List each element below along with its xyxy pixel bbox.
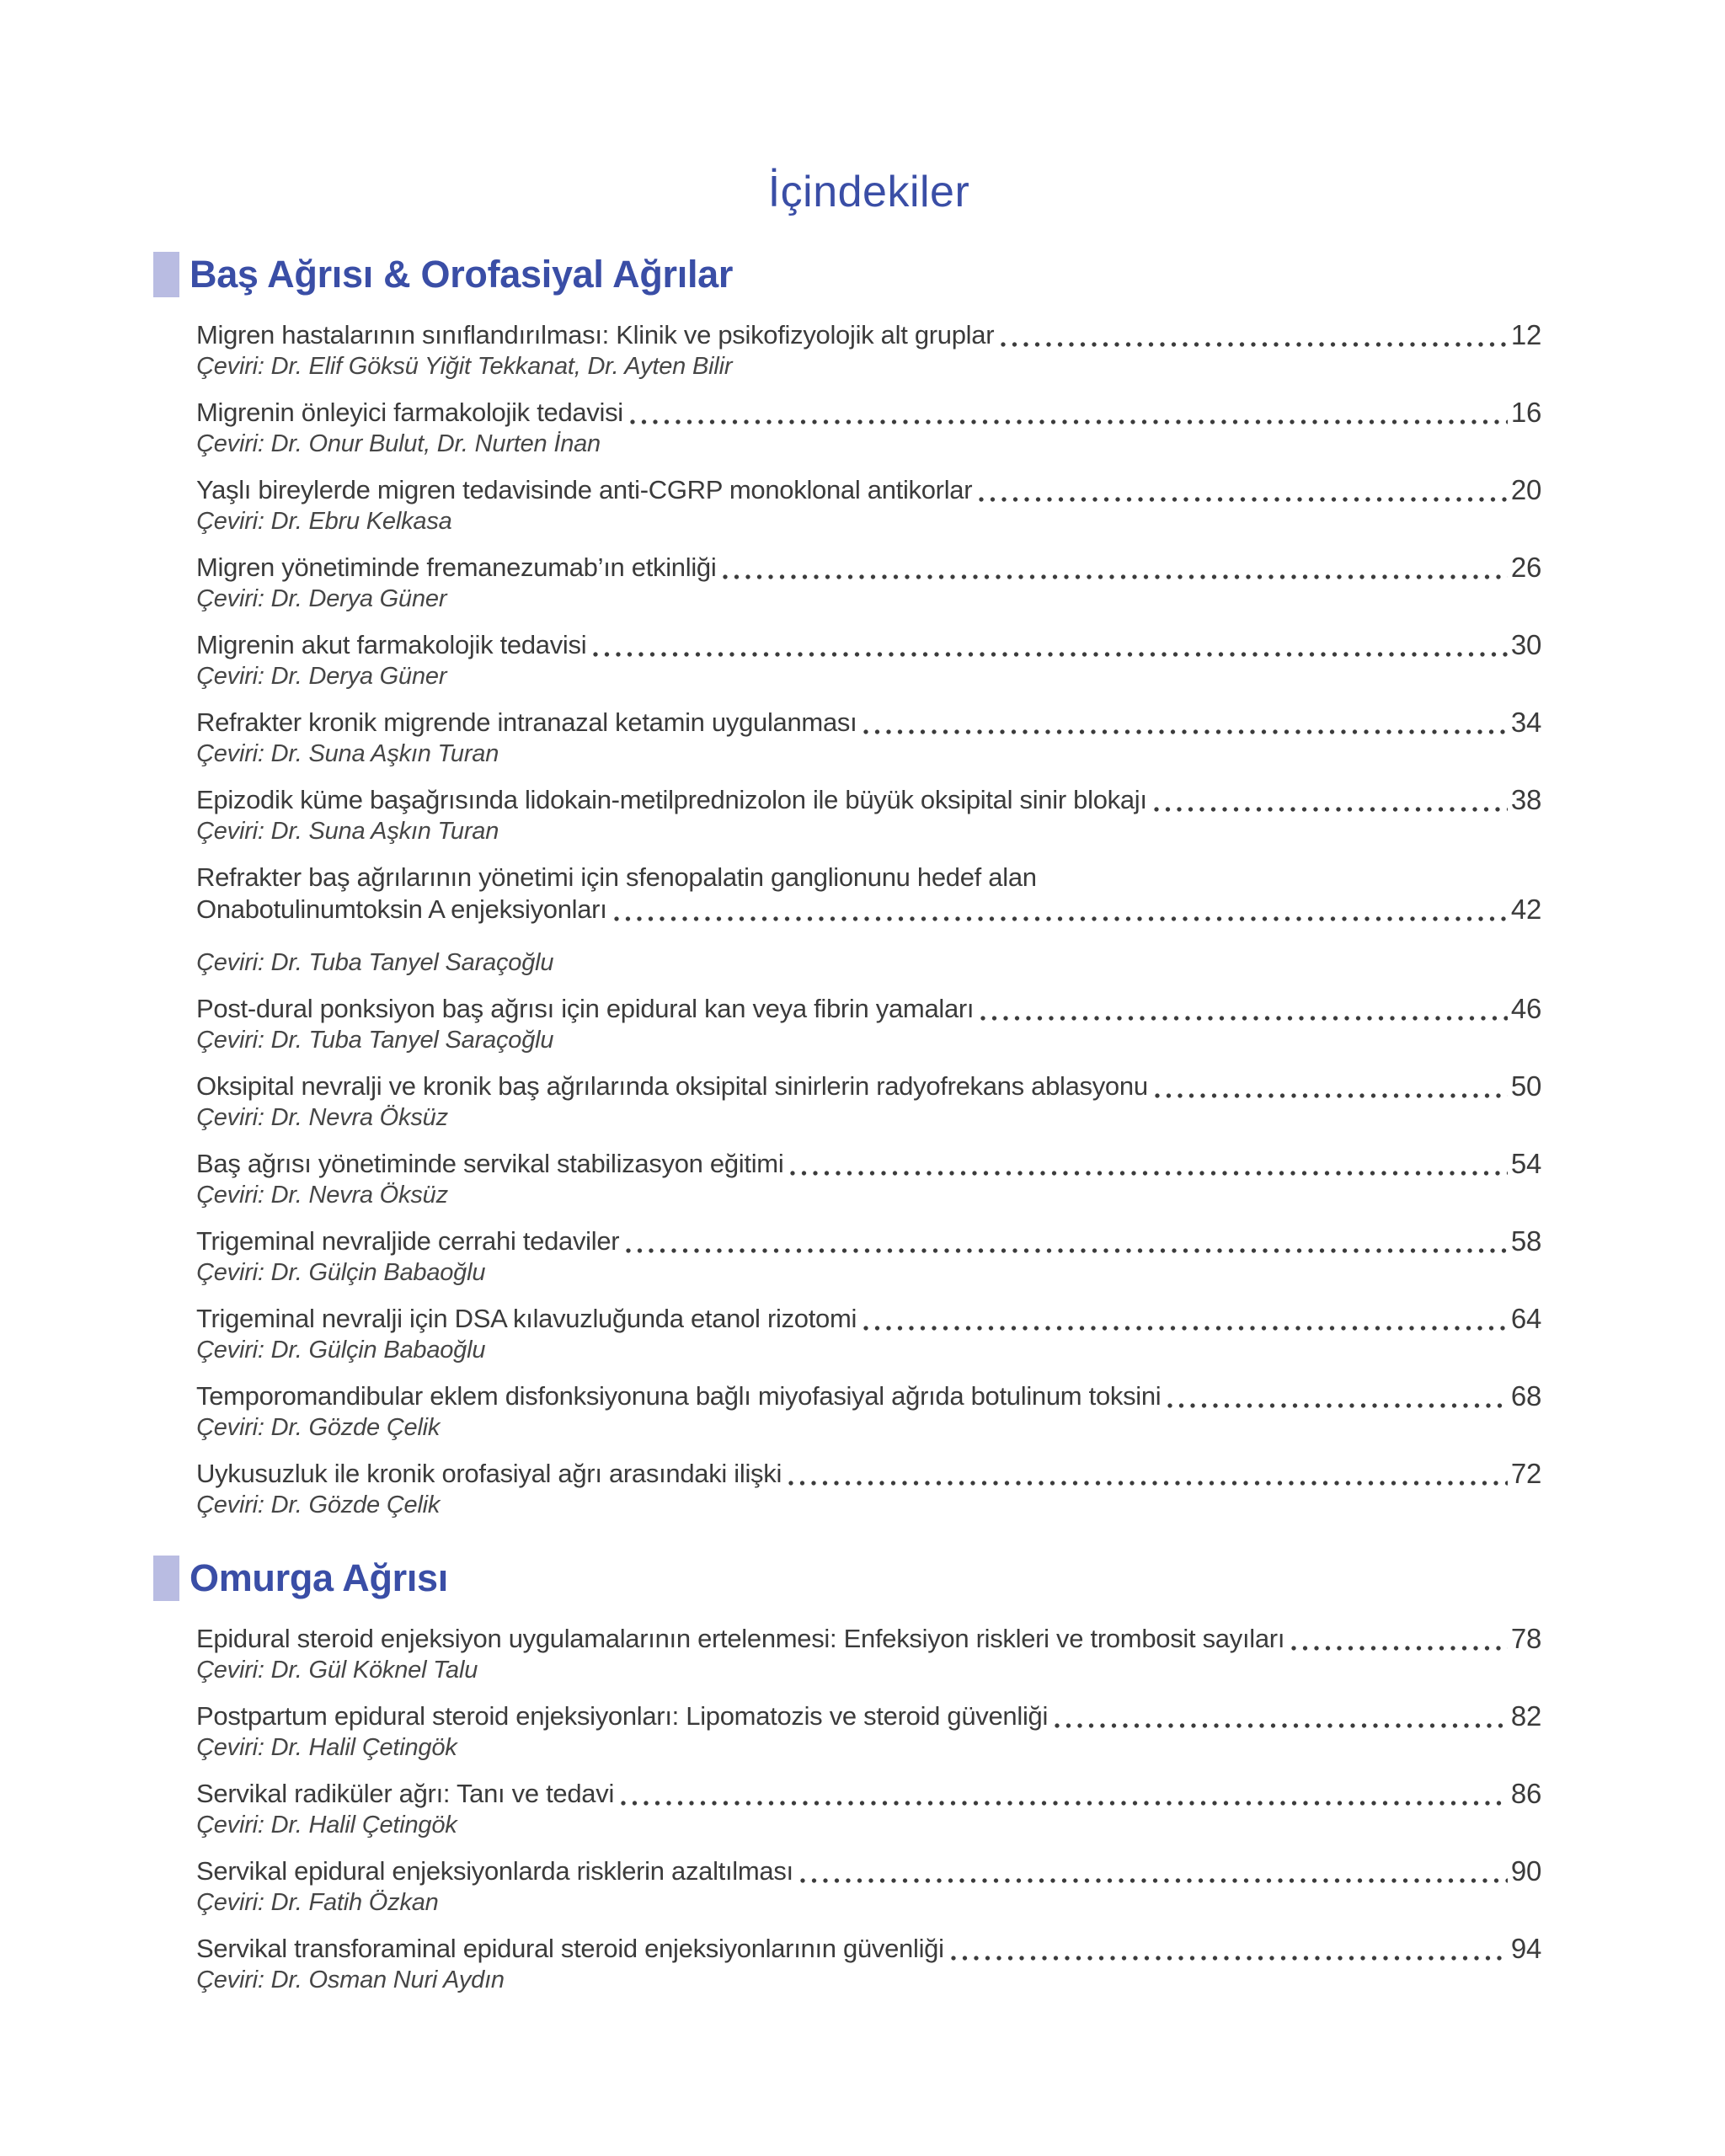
entry-title-line [196,1623,1541,1655]
entry-title-line [196,707,1541,739]
toc-entry [196,474,1541,536]
page-number: 78 [1510,1623,1541,1655]
entry-title: Oksipital nevralji ve kronik baş ağrılarında oksipital sinirlerin radyofrekans ablasyonu [196,1071,1148,1102]
dotted-leader [951,1956,1508,1961]
section-marker-square [153,1556,179,1601]
page-number: 50 [1510,1070,1541,1102]
translator-line: Çeviri: Dr. Ebru Kelkasa [196,508,452,536]
section-entries [196,319,1541,1520]
dotted-leader [621,1801,1508,1806]
page-number: 34 [1510,707,1541,739]
toc-entry [196,1933,1541,1995]
toc-entry [196,1623,1541,1685]
dotted-leader [1155,1093,1508,1098]
page-number: 64 [1510,1303,1541,1335]
page-number: 58 [1510,1225,1541,1257]
toc-entry [196,397,1541,459]
translator-line: Çeviri: Dr. Suna Aşkın Turan [196,740,499,768]
entry-title: Migren yönetiminde fremanezumab’ın etkinliği [196,552,717,583]
page-number: 26 [1510,552,1541,584]
toc-entry [196,1700,1541,1763]
translator-line: Çeviri: Dr. Gülçin Babaoğlu [196,1337,486,1364]
entry-title-line [196,1225,1541,1257]
entry-title: Refrakter kronik migrende intranazal ketamin uygulanması [196,707,857,738]
translator-line: Çeviri: Dr. Suna Aşkın Turan [196,818,499,846]
page-number: 20 [1510,474,1541,506]
entry-title: Uykusuzluk ile kronik orofasiyal ağrı arasındaki ilişki [196,1459,782,1489]
dotted-leader [800,1878,1508,1883]
toc-entry [196,629,1541,691]
toc-entry [196,319,1541,382]
toc-entry [196,784,1541,846]
toc-entry [196,1855,1541,1918]
translator-line: Çeviri: Dr. Elif Göksü Yiğit Tekkanat, Dr. Ayten Bilir [196,353,733,381]
page-number: 68 [1510,1380,1541,1412]
entry-title-line [196,784,1541,816]
section-header [153,1556,1541,1601]
page-number: 54 [1510,1148,1541,1180]
dotted-leader [790,1171,1507,1176]
entry-title-line [196,319,1541,351]
toc-entry [196,1070,1541,1133]
page-number: 30 [1510,629,1541,661]
toc-entry [196,707,1541,769]
translator-line: Çeviri: Dr. Gözde Çelik [196,1492,441,1519]
entry-title-line [196,474,1541,506]
entry-title: Temporomandibular eklem disfonksiyonuna bağlı miyofasiyal ağrıda botulinum toksini [196,1381,1162,1412]
entry-title-line [196,1778,1541,1810]
entry-title: Baş ağrısı yönetiminde servikal stabilizasyon eğitimi [196,1149,784,1179]
translator-line: Çeviri: Dr. Gül Köknel Talu [196,1657,478,1684]
entry-title-line [196,1855,1541,1887]
translator-line: Çeviri: Dr. Halil Çetingök [196,1734,457,1762]
entry-title-first-line: Refrakter baş ağrılarının yönetimi için sfenopalatin ganglionunu hedef alan [196,862,1037,893]
toc-entry [196,1225,1541,1288]
translator-line: Çeviri: Dr. Derya Güner [196,663,447,691]
entry-title: Trigeminal nevraljide cerrahi tedaviler [196,1226,620,1257]
toc-entry [196,1458,1541,1520]
dotted-leader [626,1248,1508,1253]
entry-title: Migren hastalarının sınıflandırılması: Klinik ve psikofizyolojik alt gruplar [196,320,995,350]
dotted-leader [1001,342,1508,347]
entry-title: Postpartum epidural steroid enjeksiyonları: Lipomatozis ve steroid güvenliği [196,1701,1049,1732]
entry-title: Trigeminal nevralji için DSA kılavuzluğunda etanol rizotomi [196,1304,857,1334]
page-number: 86 [1510,1778,1541,1810]
dotted-leader [980,1016,1508,1021]
entry-title-line [196,993,1541,1025]
entry-title-line [196,1933,1541,1965]
toc-entry [196,1303,1541,1365]
entry-title: Yaşlı bireylerde migren tedavisinde anti-CGRP monoklonal antikorlar [196,475,973,505]
entry-title: Servikal radiküler ağrı: Tanı ve tedavi [196,1779,615,1809]
page-number: 38 [1510,784,1541,816]
page-number: 90 [1510,1855,1541,1887]
translator-line: Çeviri: Dr. Fatih Özkan [196,1889,439,1917]
translator-line: Çeviri: Dr. Nevra Öksüz [196,1104,448,1132]
page-number: 16 [1510,397,1541,429]
translator-line: Çeviri: Dr. Tuba Tanyel Saraçoğlu [196,949,554,977]
entry-title-line [196,629,1541,661]
dotted-leader [788,1481,1508,1486]
dotted-leader [593,652,1508,657]
toc-entry [196,1380,1541,1443]
dotted-leader [1291,1646,1508,1651]
entry-title: Post-dural ponksiyon baş ağrısı için epidural kan veya fibrin yamaları [196,994,975,1024]
section-marker-square [153,252,179,297]
dotted-leader [1154,807,1508,812]
dotted-leader [614,916,1508,921]
page-number: 42 [1510,894,1541,926]
page-number: 82 [1510,1700,1541,1732]
page-title: İçindekiler [767,168,970,216]
translator-line: Çeviri: Dr. Osman Nuri Aydın [196,1967,505,1994]
entry-title: Migrenin akut farmakolojik tedavisi [196,630,587,660]
translator-line: Çeviri: Dr. Gülçin Babaoğlu [196,1259,486,1287]
entry-title-line [196,1148,1541,1180]
dotted-leader [1167,1403,1507,1408]
translator-line: Çeviri: Dr. Onur Bulut, Dr. Nurten İnan [196,430,601,458]
translator-line: Çeviri: Dr. Gözde Çelik [196,1414,441,1442]
dotted-leader [1055,1723,1508,1728]
dotted-leader [863,1326,1508,1331]
page-number: 72 [1510,1458,1541,1490]
translator-line: Çeviri: Dr. Nevra Öksüz [196,1182,448,1209]
page-number: 94 [1510,1933,1541,1965]
entry-title-line [196,1458,1541,1490]
translator-line: Çeviri: Dr. Tuba Tanyel Saraçoğlu [196,1027,554,1054]
toc-entry [196,1778,1541,1840]
entry-title-line [196,1303,1541,1335]
entry-title-line [196,1380,1541,1412]
toc-entry [196,1148,1541,1210]
dotted-leader [979,497,1508,502]
entry-title: Servikal transforaminal epidural steroid enjeksiyonlarının güvenliği [196,1934,944,1964]
section-title: Baş Ağrısı & Orofasiyal Ağrılar [190,253,734,296]
entry-title-line [196,397,1541,429]
page-number: 12 [1510,319,1541,351]
entry-title-line [196,894,1541,926]
dotted-leader [863,729,1507,734]
entry-title: Migrenin önleyici farmakolojik tedavisi [196,398,623,428]
translator-line: Çeviri: Dr. Halil Çetingök [196,1812,457,1839]
translator-line: Çeviri: Dr. Derya Güner [196,585,447,613]
entry-title-line [196,552,1541,584]
section-entries [196,1623,1541,1995]
entry-title: Epidural steroid enjeksiyon uygulamalarının ertelenmesi: Enfeksiyon riskleri ve trombosit sayıları [196,1624,1285,1654]
entry-title-line [196,1700,1541,1732]
page-number: 46 [1510,993,1541,1025]
entry-title-line [196,1070,1541,1102]
toc-section [190,252,1541,1520]
toc-entry [196,862,1541,978]
section-title: Omurga Ağrısı [190,1556,448,1600]
entry-title: Onabotulinumtoksin A enjeksiyonları [196,894,607,925]
entry-title: Epizodik küme başağrısında lidokain-metilprednizolon ile büyük oksipital sinir blokajı [196,785,1147,815]
toc-entry [196,993,1541,1055]
toc-entry [196,552,1541,614]
dotted-leader [630,419,1508,424]
entry-title: Servikal epidural enjeksiyonlarda risklerin azaltılması [196,1856,793,1886]
dotted-leader [723,574,1507,579]
toc-section [190,1556,1541,1995]
toc [190,252,1541,1995]
section-header [153,252,1541,297]
